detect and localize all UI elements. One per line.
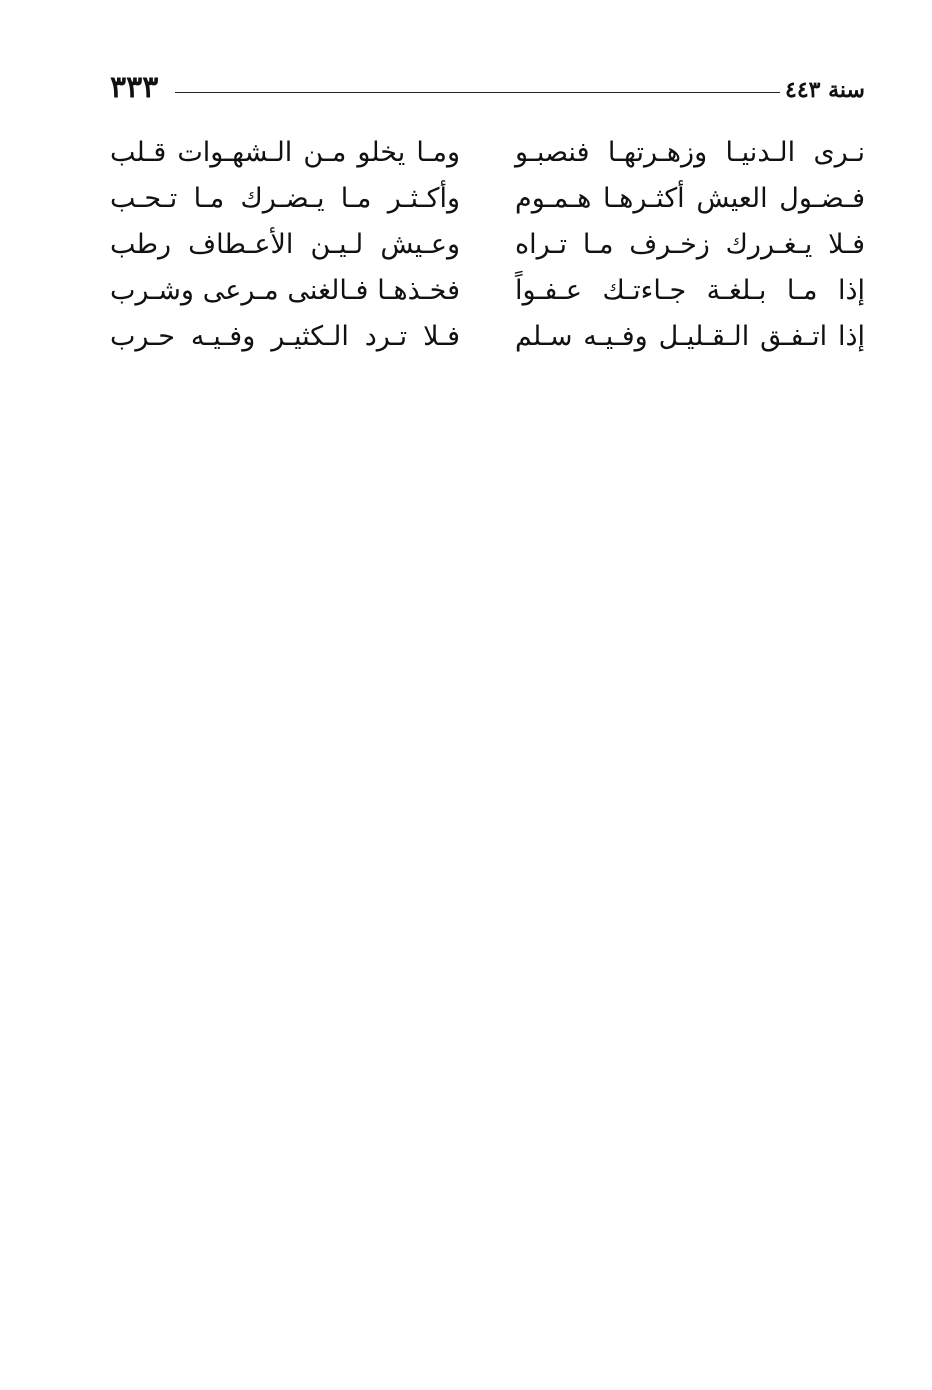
verse-second-hemistich: ومـا يخلو مـن الـشهـوات قـلب — [110, 137, 460, 168]
verse — [110, 222, 865, 268]
verse — [110, 176, 865, 222]
verse-first-hemistich: فـضـول العيش أكثـرهـا هـمـوم — [515, 183, 865, 214]
verse-first-hemistich: إذا اتـفـق الـقـليـل وفـيـه سـلم — [515, 321, 865, 352]
verse-second-hemistich: فخـذهـا فـالغنى مـرعى وشـرب — [110, 275, 460, 306]
verse — [110, 130, 865, 176]
running-head: سنة ٤٤٣ — [785, 77, 865, 103]
verse-second-hemistich: وأكـثـر مـا يـضـرك مـا تـحـب — [110, 183, 460, 214]
header-rule — [175, 92, 780, 93]
verse — [110, 268, 865, 314]
verse-second-hemistich: فـلا تـرد الـكثيـر وفـيـه حـرب — [110, 321, 460, 352]
page-number: ٣٣٣ — [110, 70, 159, 105]
verse — [110, 314, 865, 360]
verse-second-hemistich: وعـيش لـيـن الأعـطاف رطب — [110, 229, 460, 260]
verse-first-hemistich: نـرى الـدنيـا وزهـرتهـا فنصبـو — [515, 137, 865, 168]
verse-first-hemistich: إذا مـا بـلغـة جـاءتـك عـفـواً — [515, 275, 865, 306]
poem — [110, 130, 865, 360]
verse-first-hemistich: فـلا يـغـررك زخـرف مـا تـراه — [515, 229, 865, 260]
page-header — [110, 70, 865, 110]
